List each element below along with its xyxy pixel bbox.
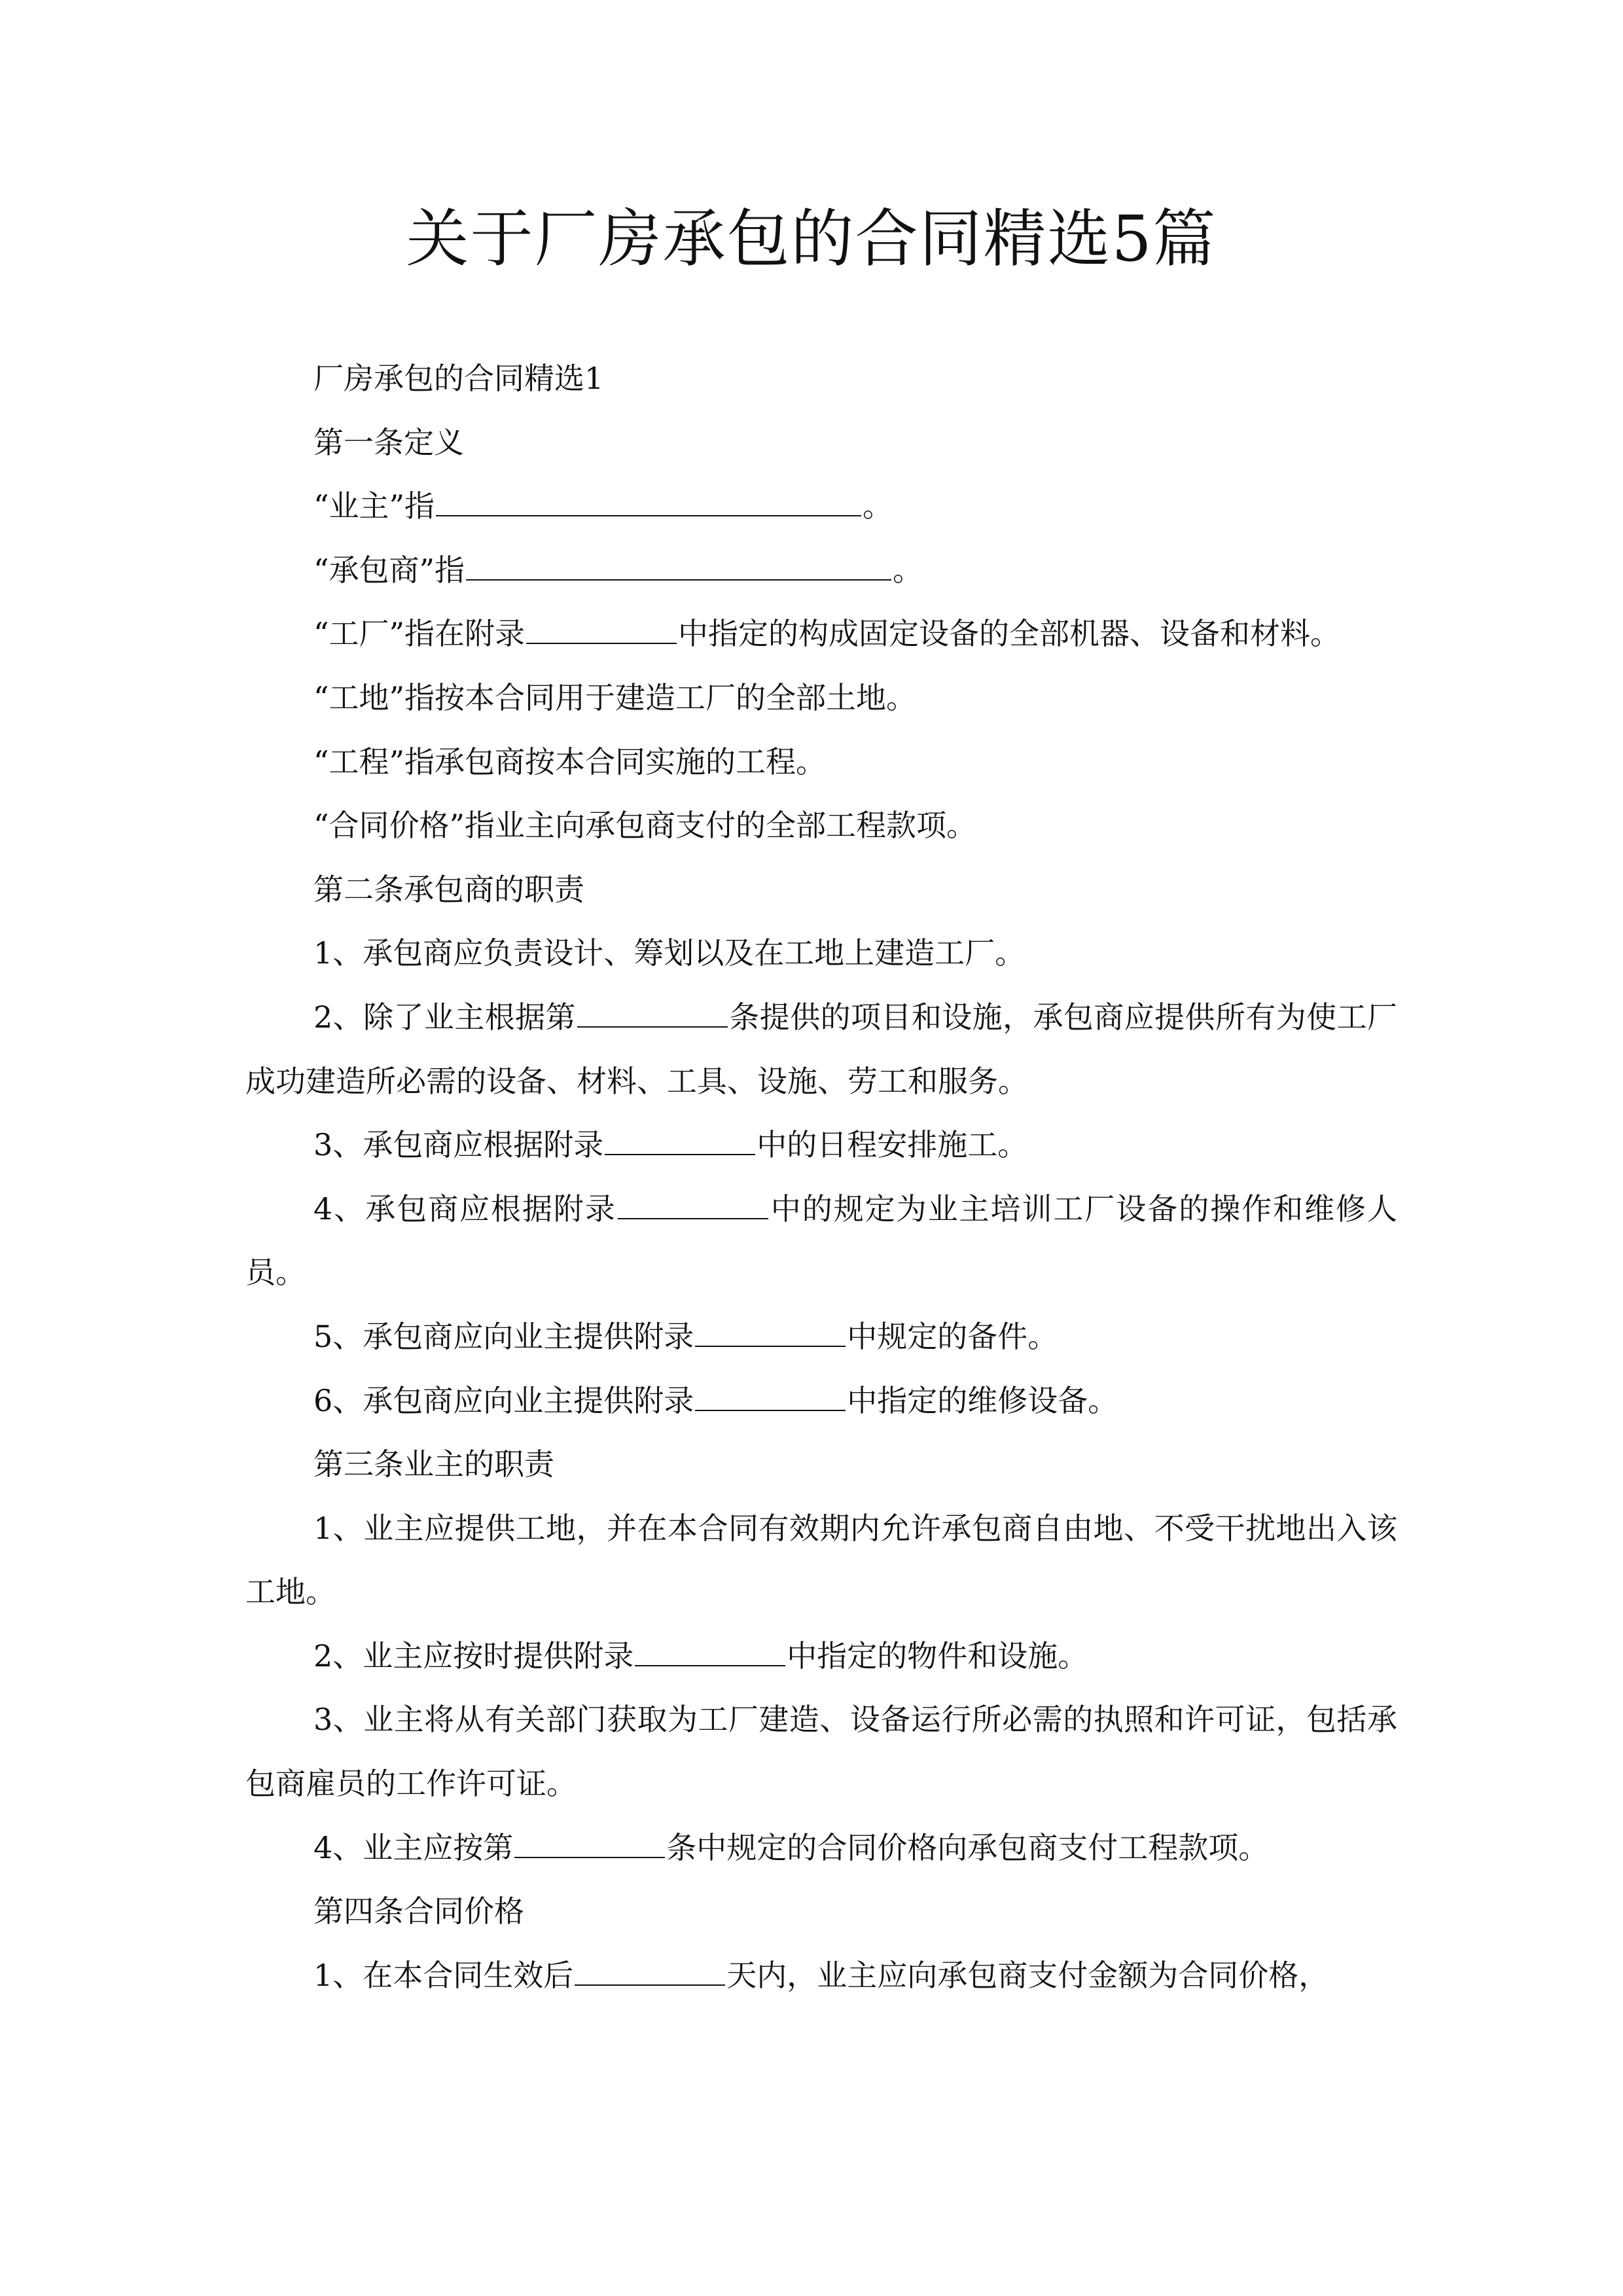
clause-item	[245, 1177, 1397, 1305]
text-segment: 2、除了业主根据第	[313, 999, 576, 1035]
blank-line	[466, 549, 891, 581]
blank-line	[618, 1188, 768, 1219]
article-heading: 第四条合同价格	[313, 1893, 524, 1929]
blank-line	[575, 1954, 725, 1986]
document-body	[245, 347, 1397, 2007]
definition-contractor	[245, 539, 1397, 603]
clause-item	[245, 1816, 1397, 1880]
definition-plant	[245, 602, 1397, 666]
clause-item: 1、业主应提供工地，并在本合同有效期内允许承包商自由地、不受干扰地出入该工地。	[245, 1510, 1397, 1610]
definition-works: “工程”指承包商按本合同实施的工程。	[313, 744, 827, 780]
clause-item	[245, 986, 1397, 1113]
blank-line	[577, 996, 728, 1028]
article-heading: 第一条定义	[313, 424, 464, 460]
text-segment: 天内，业主应向承包商支付金额为合同价格，	[726, 1957, 1329, 1993]
text-segment: “业主”指	[313, 488, 435, 524]
text-segment: 4、承包商应根据附录	[313, 1191, 616, 1227]
blank-line	[436, 485, 861, 516]
text-segment: 中规定的备件。	[847, 1318, 1058, 1354]
clause-item: 3、业主将从有关部门获取为工厂建造、设备运行所必需的执照和许可证，包括承包商雇员的工作许可证。	[245, 1702, 1397, 1802]
clause-item: 1、承包商应负责设计、筹划以及在工地上建造工厂。	[313, 935, 1026, 971]
clause-item	[245, 1944, 1397, 2008]
clause-item	[245, 1305, 1397, 1369]
blank-line	[695, 1316, 846, 1347]
text-segment: 中的日程安排施工。	[757, 1127, 1028, 1163]
section-heading: 厂房承包的合同精选1	[313, 361, 604, 396]
clause-item	[245, 1113, 1397, 1177]
text-segment: 条提供的项目和设施，承包商应提供所有为使工厂成功建造所必需的设备、材料、工具、设施、劳工和服务。	[245, 999, 1397, 1099]
text-segment: 5、承包商应向业主提供附录	[313, 1318, 694, 1354]
definition-price: “合同价格”指业主向承包商支付的全部工程款项。	[313, 808, 977, 844]
document-title: 关于厂房承包的合同精选5篇	[406, 202, 1217, 276]
text-segment: 2、业主应按时提供附录	[313, 1638, 634, 1674]
blank-line	[635, 1635, 785, 1666]
article-heading: 第三条业主的职责	[313, 1446, 554, 1482]
clause-item	[245, 1369, 1397, 1433]
clause-item	[245, 1624, 1397, 1689]
text-segment: 中指定的物件和设施。	[787, 1638, 1088, 1674]
text-segment: 1、在本合同生效后	[313, 1957, 574, 1993]
article-heading: 第二条承包商的职责	[313, 871, 584, 907]
text-segment: 4、业主应按第	[313, 1829, 514, 1865]
blank-line	[695, 1380, 846, 1411]
blank-line	[514, 1827, 665, 1858]
text-segment: 条中规定的合同价格向承包商支付工程款项。	[666, 1829, 1269, 1865]
blank-line	[605, 1124, 755, 1155]
definition-site: “工地”指按本合同用于建造工厂的全部土地。	[313, 679, 917, 715]
blank-line	[526, 613, 677, 644]
text-segment: 中指定的构成固定设备的全部机器、设备和材料。	[678, 616, 1341, 652]
text-segment: “工厂”指在附录	[313, 616, 526, 652]
text-segment: 中的规定为业主培训工厂设备的操作和维修人员。	[245, 1191, 1397, 1291]
text-segment: 。	[893, 552, 923, 588]
text-segment: 6、承包商应向业主提供附录	[313, 1382, 694, 1418]
text-segment: 中指定的维修设备。	[847, 1382, 1118, 1418]
text-segment: 3、承包商应根据附录	[313, 1127, 604, 1163]
text-segment: 。	[863, 488, 893, 524]
text-segment: “承包商”指	[313, 552, 465, 588]
definition-owner	[245, 475, 1397, 539]
